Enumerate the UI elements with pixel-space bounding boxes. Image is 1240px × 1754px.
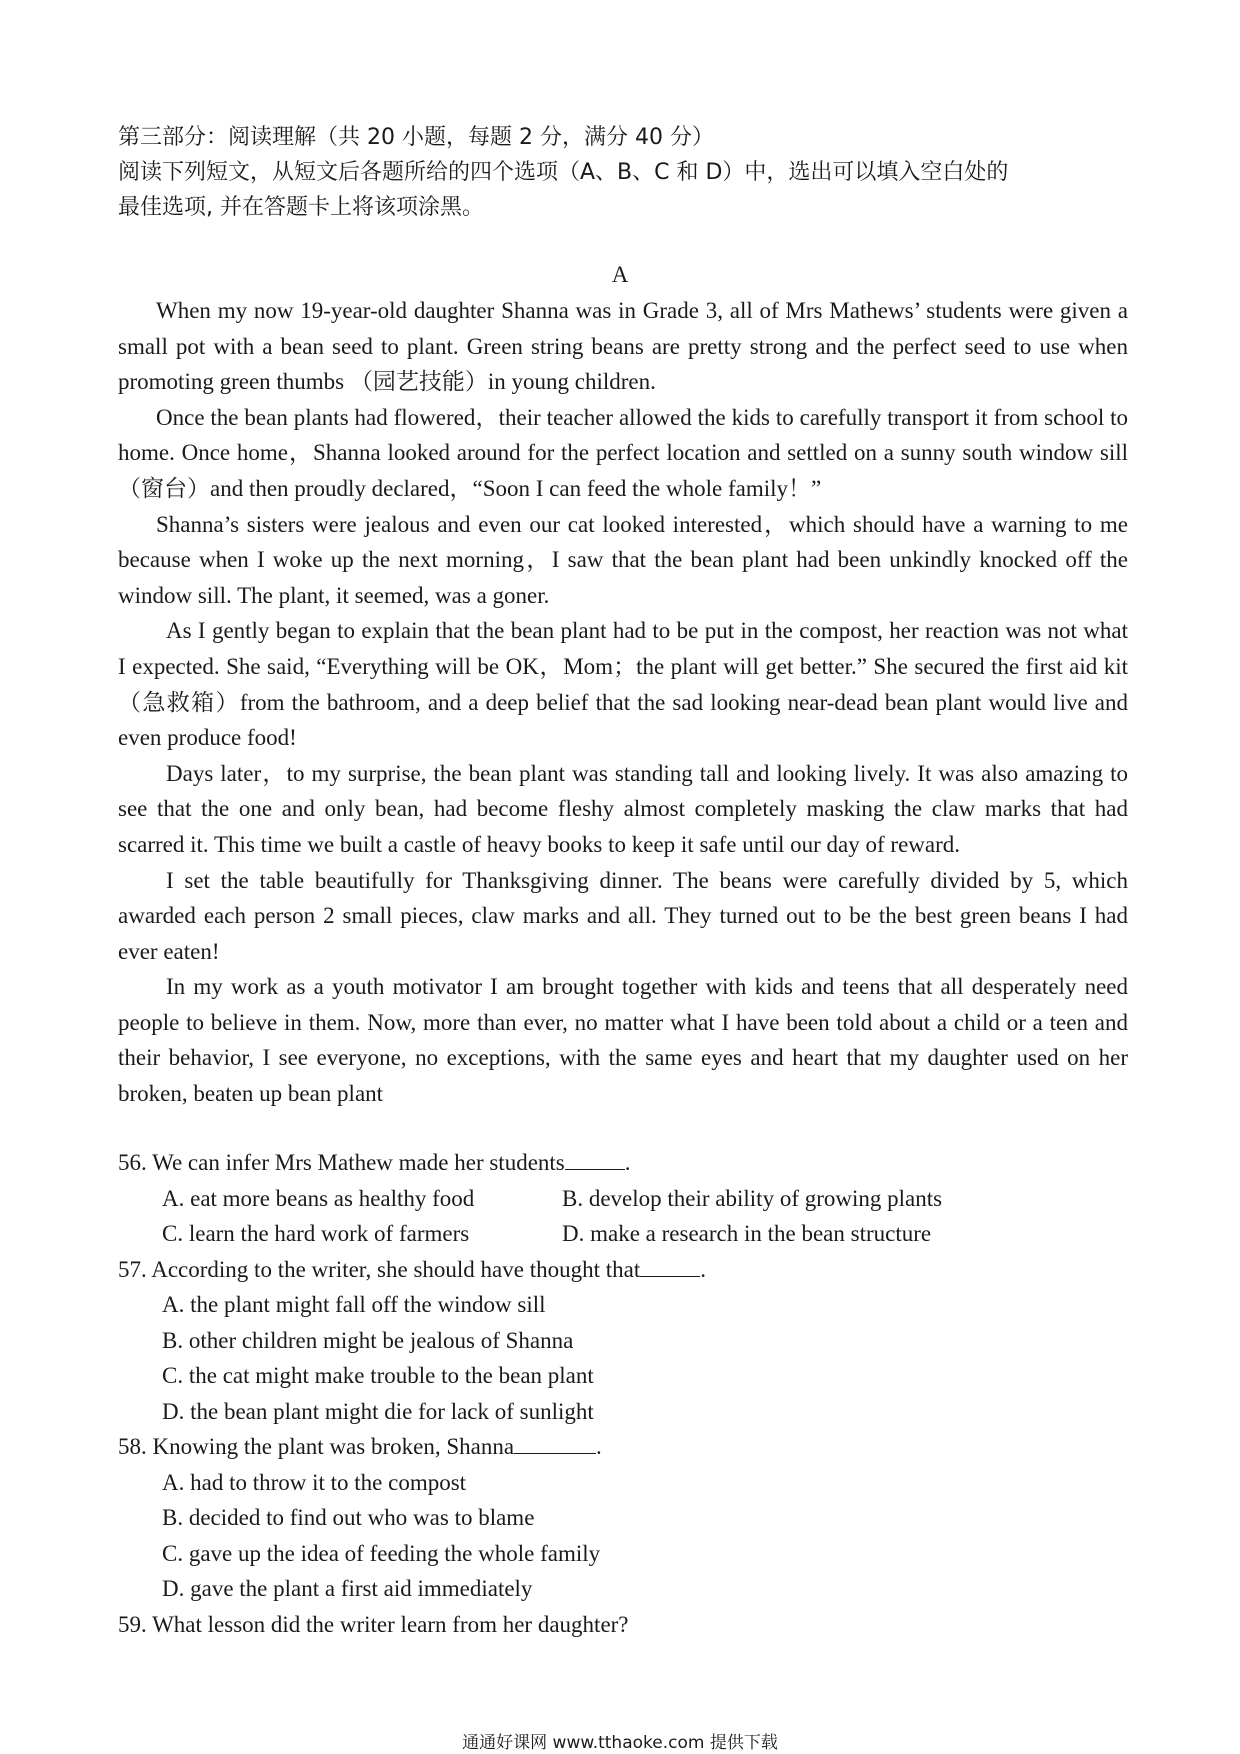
footer-source: 通通好课网 www.tthaoke.com 提供下载	[462, 1733, 778, 1753]
passage-paragraph: Once the bean plants had flowered，their teacher allowed the kids to carefully transport it from school to home. Once home，Shanna looked around for the perfect location and settled on a sunny south window sill （窗台）and then proudly declared，“Soon I can feed the whole family！”	[118, 404, 1128, 501]
answer-blank	[514, 1431, 596, 1454]
question-stem: 58. Knowing the plant was broken, Shanna	[118, 1434, 515, 1459]
passage-paragraph: Days later，to my surprise, the bean plant was standing tall and looking lively. It was also amazing to see that the one and only bean, had become fleshy almost completely masking the claw marks that had scarred it. This time we built a castle of heavy books to keep it safe until our day of reward.	[118, 760, 1128, 857]
question-stem: 56. We can infer Mrs Mathew made her students	[118, 1150, 565, 1175]
reading-passage	[118, 293, 1128, 1112]
option-d: D. gave the plant a first aid immediately	[162, 1576, 533, 1601]
option-d: D. the bean plant might die for lack of sunlight	[162, 1398, 594, 1424]
answer-blank	[640, 1254, 700, 1277]
passage-paragraph: I set the table beautifully for Thanksgiving dinner. The beans were carefully divided by 5, which awarded each person 2 small pieces, claw marks and all. They turned out to be the best green beans I had ever eaten!	[118, 867, 1128, 964]
passage-paragraph: In my work as a youth motivator I am brought together with kids and teens that all desperately need people to believe in them. Now, more than ever, no matter what I have been told about a child or a teen and their behavior, I see everyone, no exceptions, with the same eyes and heart that my daughter used on her broken, beaten up bean plant	[118, 974, 1128, 1107]
options-row	[118, 1181, 1128, 1217]
question-stem: 57. According to the writer, she should have thought that	[118, 1256, 641, 1282]
question-57	[118, 1252, 1128, 1288]
option-a: A. eat more beans as healthy food	[162, 1185, 475, 1211]
option-b: B. other children might be jealous of Shanna	[162, 1327, 574, 1353]
option-d: D. make a research in the bean structure	[562, 1221, 932, 1246]
question-end: .	[700, 1256, 706, 1282]
passage-paragraph: Shanna’s sisters were jealous and even our cat looked interested，which should have a warning to me because when I woke up the next morning，I saw that the bean plant had been unkindly knocked off the window sill. The plant, it seemed, was a goner.	[118, 511, 1128, 608]
option-c: C. learn the hard work of farmers	[162, 1221, 470, 1246]
answer-blank	[565, 1147, 625, 1170]
question-stem: 59. What lesson did the writer learn from her daughter?	[118, 1611, 629, 1637]
option-b: B. decided to find out who was to blame	[162, 1505, 535, 1530]
option-b: B. develop their ability of growing plants	[562, 1185, 943, 1211]
section-title: 第三部分：阅读理解（共 20 小题，每题 2 分，满分 40 分）	[118, 125, 714, 150]
instruction-line: 最佳选项, 并在答题卡上将该项涂黑。	[118, 195, 484, 220]
question-end: .	[624, 1150, 631, 1175]
passage-paragraph: As I gently began to explain that the bean plant had to be put in the compost, her reaction was not what I expected. She said, “Everything will be OK，Mom；the plant will get better.” She secured the first aid kit （急救箱）from the bathroom, and a deep belief that the sad looking near-dead bean plant would live and even produce food!	[118, 618, 1128, 751]
option-a: A. the plant might fall off the window sill	[162, 1292, 546, 1317]
option-c: C. gave up the idea of feeding the whole family	[162, 1540, 601, 1566]
option-c: C. the cat might make trouble to the bean plant	[162, 1363, 594, 1388]
question-56	[118, 1145, 1128, 1181]
question-58	[118, 1429, 1128, 1465]
instruction-line: 阅读下列短文，从短文后各题所给的四个选项（A、B、C 和 D）中，选出可以填入空白处的	[118, 160, 1009, 185]
question-list	[118, 1145, 1128, 1642]
passage-paragraph: When my now 19-year-old daughter Shanna was in Grade 3, all of Mrs Mathews’ students were given a small pot with a bean seed to plant. Green string beans are pretty strong and the perfect seed to use when promoting green thumbs （园艺技能）in young children.	[118, 298, 1128, 395]
passage-label: A	[611, 262, 629, 287]
option-a: A. had to throw it to the compost	[162, 1469, 467, 1495]
question-59	[118, 1607, 1128, 1643]
options-row	[118, 1216, 1128, 1252]
section-instructions	[118, 120, 1128, 225]
question-end: .	[596, 1434, 602, 1459]
